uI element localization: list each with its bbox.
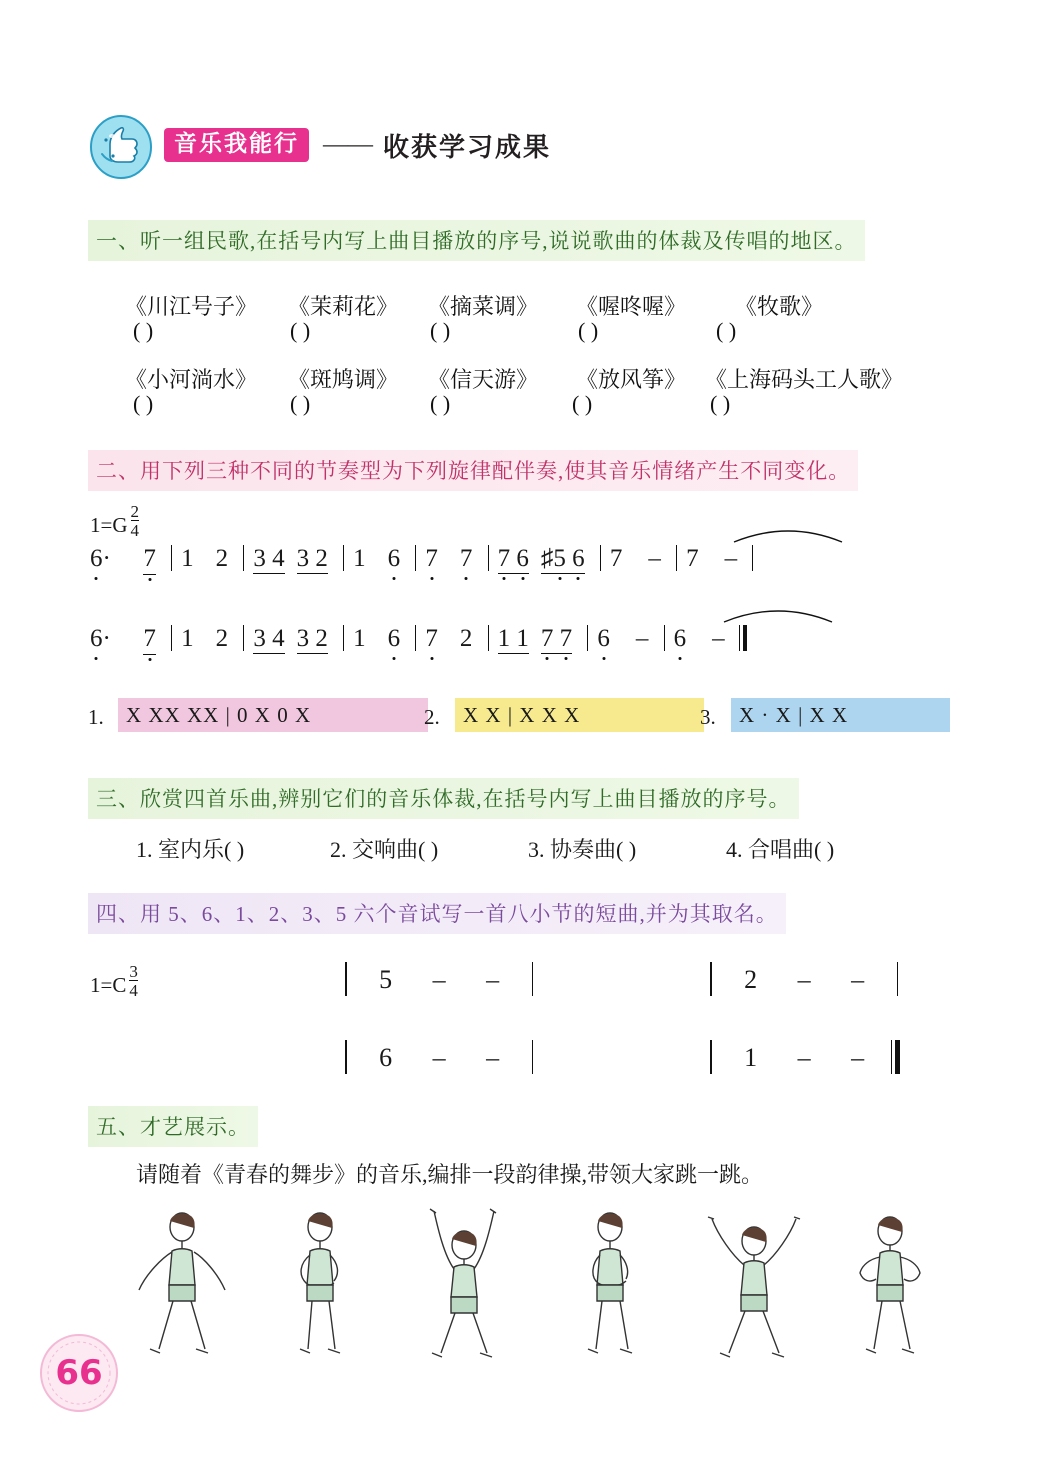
time-signature-q4: $\frac{3}{4}$: [129, 962, 138, 1000]
measure-3[interactable]: [345, 1040, 533, 1074]
thumbs-up-icon: [88, 110, 154, 180]
note: 6: [379, 1043, 393, 1072]
answer-blank[interactable]: ( ): [290, 391, 311, 416]
figure-pose-2: [260, 1205, 380, 1370]
answer-blank[interactable]: ( ): [133, 391, 154, 416]
note: –: [432, 1043, 446, 1072]
rhythm-pattern-2-text: X X | X X X: [463, 702, 581, 727]
song-title: 《信天游》: [428, 367, 539, 392]
note: 2: [744, 965, 758, 994]
note: –: [486, 1043, 500, 1072]
answer-blank[interactable]: ( ): [290, 318, 311, 343]
exercise-figures: [110, 1205, 940, 1370]
genre-option-3[interactable]: 3. 协奏曲( ): [528, 837, 637, 862]
page-number: 66: [55, 1353, 103, 1393]
rhythm-pattern-1[interactable]: [118, 698, 428, 732]
answer-blank[interactable]: ( ): [578, 318, 599, 343]
note: –: [851, 965, 865, 994]
question-2-heading: 二、用下列三种不同的节奏型为下列旋律配伴奏,使其音乐情绪产生不同变化。: [88, 450, 858, 491]
song-title: 《小河淌水》: [125, 367, 258, 392]
song-title: 《喔咚喔》: [576, 294, 687, 319]
song-title: 《川江号子》: [125, 294, 258, 319]
slur-arc: [720, 600, 840, 626]
note: –: [797, 1043, 811, 1072]
slur-arc: [730, 520, 850, 546]
note: –: [851, 1043, 865, 1072]
question-1-heading: 一、听一组民歌,在括号内写上曲目播放的序号,说说歌曲的体裁及传唱的地区。: [88, 220, 865, 261]
note: –: [432, 965, 446, 994]
title-dash: ——: [323, 131, 373, 158]
answer-blank[interactable]: ( ): [430, 391, 451, 416]
melody-line-2: 6· 7 1 2 3 4 3 2 1 6 7 2 1 1 7 7 6 – 6 –: [90, 625, 747, 658]
figure-pose-3: [400, 1205, 530, 1370]
answer-blank[interactable]: ( ): [430, 318, 451, 343]
melody-line-1: 6· 7 1 2 3 4 3 2 1 6 7 7 7 6 ♯5 6 7 – 7 –: [90, 545, 762, 575]
genre-option-4[interactable]: 4. 合唱曲( ): [726, 837, 835, 862]
note: –: [797, 965, 811, 994]
time-signature: $\frac{2}{4}$: [130, 502, 140, 540]
figure-pose-5: [690, 1205, 820, 1370]
page-number-badge: [36, 1330, 122, 1416]
rhythm-pattern-2[interactable]: [455, 698, 704, 732]
figure-pose-6: [830, 1205, 950, 1370]
page-header: [88, 110, 551, 180]
rhythm-index: 3.: [700, 705, 716, 729]
genre-option-2[interactable]: 2. 交响曲( ): [330, 837, 439, 862]
answer-blank[interactable]: ( ): [716, 318, 737, 343]
key-label-q4: 1=C: [90, 973, 127, 997]
song-title: 《茉莉花》: [288, 294, 399, 319]
song-title: 《牧歌》: [735, 294, 824, 319]
song-title: 《上海码头工人歌》: [705, 367, 904, 392]
song-title: 《放风筝》: [576, 367, 687, 392]
answer-blank[interactable]: ( ): [133, 318, 154, 343]
rhythm-index: 1.: [88, 705, 104, 729]
question-5-text: 请随着《青春的舞步》的音乐,编排一段韵律操,带领大家跳一跳。: [136, 1162, 764, 1187]
key-signature-q4: [90, 963, 138, 999]
question-4-heading: 四、用 5、6、1、2、3、5 六个音试写一首八小节的短曲,并为其取名。: [88, 893, 786, 934]
note: 1: [744, 1043, 758, 1072]
key-signature-q2: [90, 503, 139, 539]
question-3-heading: 三、欣赏四首乐曲,辨别它们的音乐体裁,在括号内写上曲目播放的序号。: [88, 778, 799, 819]
page-subtitle: 收获学习成果: [383, 132, 552, 162]
key-label: 1=G: [90, 513, 128, 537]
answer-blank[interactable]: ( ): [572, 391, 593, 416]
rhythm-pattern-3-text: X · X | X X: [739, 702, 849, 727]
measure-2[interactable]: [710, 962, 898, 996]
question-5-heading: 五、才艺展示。: [88, 1106, 258, 1147]
genre-option-1[interactable]: 1. 室内乐( ): [136, 837, 245, 862]
note: –: [486, 965, 500, 994]
rhythm-index: 2.: [424, 705, 440, 729]
figure-pose-4: [550, 1205, 670, 1370]
note: 5: [379, 965, 393, 994]
measure-4[interactable]: [710, 1040, 900, 1074]
figure-pose-1: [120, 1205, 240, 1370]
song-title: 《摘菜调》: [428, 294, 539, 319]
page-title: 音乐我能行: [164, 128, 309, 162]
rhythm-pattern-1-text: X XX XX | 0 X 0 X: [126, 702, 312, 727]
measure-1[interactable]: [345, 962, 533, 996]
rhythm-pattern-3[interactable]: [731, 698, 950, 732]
song-title: 《斑鸠调》: [288, 367, 399, 392]
answer-blank[interactable]: ( ): [710, 391, 731, 416]
